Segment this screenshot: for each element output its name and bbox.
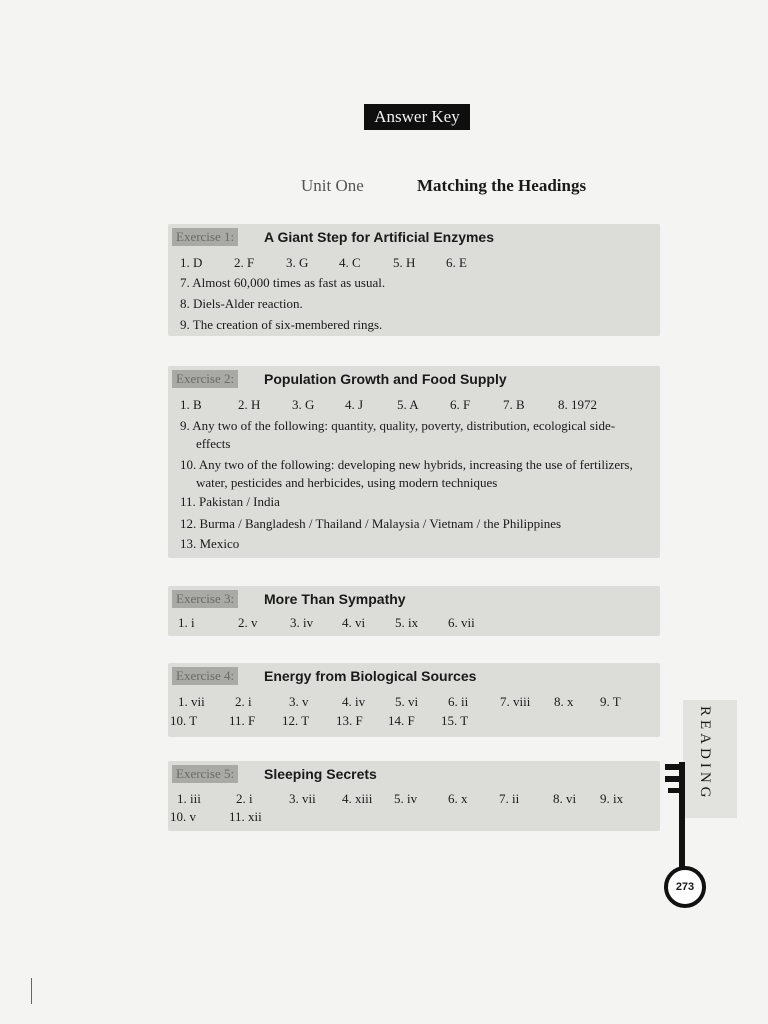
answer: 6. E: [446, 255, 467, 270]
answer: 3. G: [286, 255, 309, 270]
answer: 10. T: [170, 713, 198, 728]
exercise-title: More Than Sympathy: [264, 591, 406, 607]
answer: 2. i: [236, 791, 253, 806]
answer: 6. vii: [448, 615, 475, 630]
exercise-tag: Exercise 3:: [172, 590, 238, 608]
exercise-title: Sleeping Secrets: [264, 766, 377, 782]
answer: 7. B: [503, 397, 525, 412]
page-number: 273: [664, 866, 706, 908]
margin-line: [31, 978, 32, 1004]
answer: 3. G: [292, 397, 315, 412]
answer-line: 13. Mexico: [180, 536, 240, 551]
answer-row: [168, 614, 660, 632]
answer-line: 10. Any two of the following: developing new hybrids, increasing the use of fertilizers, water, pesticides and herbicides, using modern techniques: [180, 457, 633, 490]
answer: 2. F: [234, 255, 255, 270]
answer-line: 8. Diels-Alder reaction.: [180, 296, 303, 311]
key-icon-part: [665, 764, 679, 770]
answer: 4. C: [339, 255, 361, 270]
answer: 11. xii: [229, 809, 262, 824]
answer-line: 9. The creation of six-membered rings.: [180, 317, 383, 332]
answer: 8. vi: [553, 791, 577, 806]
answer: 9. ix: [600, 791, 624, 806]
exercise-title: Population Growth and Food Supply: [264, 371, 507, 387]
answer: 4. vi: [342, 615, 366, 630]
section-label: READING: [697, 706, 713, 802]
exercise-5: [168, 761, 660, 831]
answer: 11. F: [229, 713, 256, 728]
answer: 14. F: [388, 713, 415, 728]
answer: 3. v: [289, 694, 309, 709]
exercise-tag: Exercise 5:: [172, 765, 238, 783]
answer: 2. i: [235, 694, 252, 709]
answer: 5. A: [397, 397, 419, 412]
answer-line: 9. Any two of the following: quantity, quality, poverty, distribution, ecological side-effects: [180, 418, 616, 451]
answer: 3. iv: [290, 615, 314, 630]
answer: 1. D: [180, 255, 203, 270]
answer-row: [168, 254, 660, 272]
exercise-3: [168, 586, 660, 636]
answer: 13. F: [336, 713, 363, 728]
key-icon-part: [665, 776, 679, 782]
answer: 1. B: [180, 397, 202, 412]
answer: 1. vii: [178, 694, 205, 709]
answer: 6. F: [450, 397, 471, 412]
answer: 15. T: [441, 713, 469, 728]
answer: 5. H: [393, 255, 416, 270]
exercise-tag: Exercise 1:: [172, 228, 238, 246]
exercise-4: [168, 663, 660, 737]
answer: 1. i: [178, 615, 195, 630]
answer: 7. viii: [500, 694, 531, 709]
exercise-title: A Giant Step for Artificial Enzymes: [264, 229, 495, 245]
exercise-tag: Exercise 2:: [172, 370, 238, 388]
answer: 2. H: [238, 397, 261, 412]
exercise-1: [168, 224, 660, 336]
answer: 7. ii: [499, 791, 520, 806]
answer: 10. v: [170, 809, 196, 824]
answer-line: 11. Pakistan / India: [180, 494, 280, 509]
key-icon: [679, 762, 685, 872]
answer: 4. J: [345, 397, 364, 412]
answer: 2. v: [238, 615, 258, 630]
answer: 4. xiii: [342, 791, 373, 806]
exercise-tag: Exercise 4:: [172, 667, 238, 685]
answer-row: [168, 790, 660, 808]
exercise-2: [168, 366, 660, 558]
answer: 5. vi: [395, 694, 419, 709]
answer-row: [168, 712, 660, 730]
answer-row: [168, 808, 660, 826]
answer: 6. x: [448, 791, 468, 806]
answer-line: 7. Almost 60,000 times as fast as usual.: [180, 275, 386, 290]
page-title: Answer Key: [364, 104, 470, 130]
answer: 5. ix: [395, 615, 419, 630]
answer-row: [168, 693, 660, 711]
answer: 8. x: [554, 694, 574, 709]
answer: 6. ii: [448, 694, 469, 709]
answer: 5. iv: [394, 791, 418, 806]
answer: 4. iv: [342, 694, 366, 709]
answer: 8. 1972: [558, 397, 597, 412]
answer-row: [168, 396, 660, 414]
unit-title: Matching the Headings: [417, 176, 587, 195]
answer: 1. iii: [177, 791, 201, 806]
answer-line: 12. Burma / Bangladesh / Thailand / Malaysia / Vietnam / the Philippines: [180, 516, 562, 531]
answer: 3. vii: [289, 791, 316, 806]
answer: 12. T: [282, 713, 310, 728]
key-icon-part: [668, 788, 679, 793]
exercise-title: Energy from Biological Sources: [264, 668, 477, 684]
answer: 9. T: [600, 694, 621, 709]
unit-label: Unit One: [301, 176, 364, 195]
